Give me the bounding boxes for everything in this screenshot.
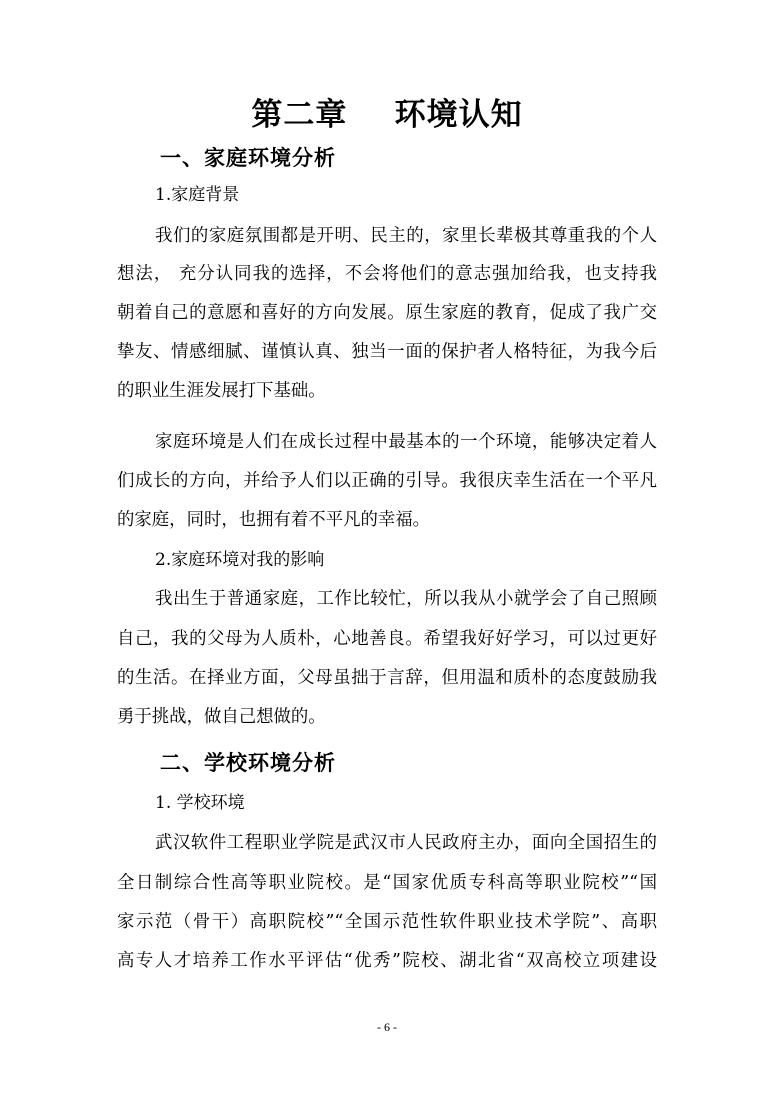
- paragraph-line: 勇于挑战，做自己想做的。: [117, 707, 326, 727]
- paragraph-line: 挚友、情感细腻、谨慎认真、独当一面的保护者人格特征，为我今后: [117, 342, 657, 362]
- chapter-title: 第二章 环境认知: [251, 97, 523, 133]
- paragraph-line: 的职业生涯发展打下基础。: [117, 381, 326, 401]
- paragraph-line: 的生活。在择业方面，父母虽拙于言辞，但用温和质朴的态度鼓励我: [117, 668, 657, 688]
- subheading-family-influence: 2.家庭环境对我的影响: [155, 550, 325, 570]
- paragraph-line: 自己，我的父母为人质朴，心地善良。希望我好好学习，可以过更好: [117, 629, 657, 649]
- paragraph-line: 全日制综合性高等职业院校。是“国家优质专科高等职业院校”“国: [117, 873, 657, 893]
- paragraph-line: 想法， 充分认同我的选择，不会将他们的意志强加给我，也支持我: [117, 264, 657, 284]
- paragraph-line: 家庭环境是人们在成长过程中最基本的一个环境，能够决定着人: [155, 432, 657, 452]
- paragraph-line: 我出生于普通家庭，工作比较忙，所以我从小就学会了自己照顾: [155, 589, 657, 609]
- paragraph-line: 朝着自己的意愿和喜好的方向发展。原生家庭的教育，促成了我广交: [117, 303, 657, 323]
- subheading-family-background: 1.家庭背景: [155, 185, 240, 205]
- section-heading-school: 二、学校环境分析: [160, 750, 336, 775]
- page-number: - 6 -: [377, 1020, 397, 1034]
- paragraph-line: 家示范（骨干）高职院校”“全国示范性软件职业技术学院”、高职: [117, 912, 657, 932]
- paragraph-line: 武汉软件工程职业学院是武汉市人民政府主办，面向全国招生的: [155, 833, 657, 853]
- subheading-school-environment: 1. 学校环境: [155, 793, 245, 813]
- paragraph-line: 们成长的方向，并给予人们以正确的引导。我很庆幸生活在一个平凡: [117, 471, 657, 491]
- paragraph-line: 的家庭，同时，也拥有着不平凡的幸福。: [117, 510, 431, 530]
- section-heading-family: 一、家庭环境分析: [160, 145, 336, 170]
- paragraph-line: 我们的家庭氛围都是开明、民主的，家里长辈极其尊重我的个人: [155, 226, 657, 246]
- paragraph-line: 高专人才培养工作水平评估“优秀”院校、湖北省“双高校立项建设: [117, 951, 657, 971]
